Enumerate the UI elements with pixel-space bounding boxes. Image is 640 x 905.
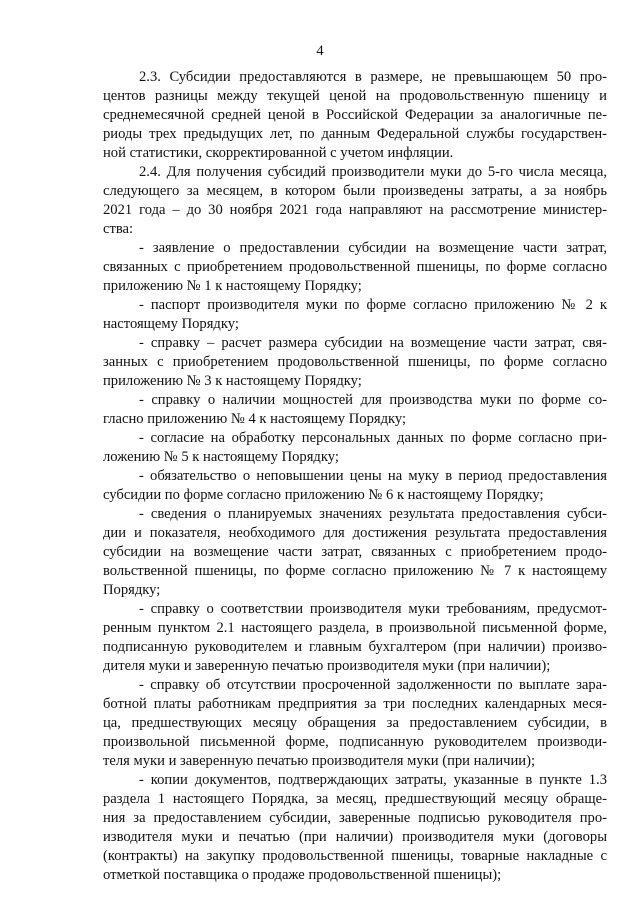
text-line: ния за предоставлением субсидии, заверенные подписью руководителя про-: [103, 810, 607, 826]
text-line: риоды трех предыдущих лет, по данным Федеральной службы государствен-: [103, 126, 607, 142]
paragraph-item-2: [103, 296, 607, 334]
text-line: 2.4. Для получения субсидий производители муки до 5-го числа месяца,: [139, 164, 607, 180]
text-line: 2.3. Субсидии предоставляются в размере, не превышающем 50 про-: [139, 69, 607, 85]
text-line: ца, предшествующих месяцу обращения за предоставлением субсидии, в: [103, 715, 607, 731]
text-line: ложению № 5 к настоящему Порядку;: [103, 449, 339, 465]
document-body: [103, 68, 607, 885]
text-line: центов разницы между текущей ценой на продовольственную пшеницу и: [103, 88, 607, 104]
text-line: настоящему Порядку;: [103, 316, 239, 332]
paragraph-item-10: [103, 771, 607, 885]
text-line: среднемесячной средней ценой в Российской Федерации за аналогичные пе-: [103, 107, 607, 123]
text-line: теля муки и заверенную печатью производителя муки (при наличии);: [103, 753, 536, 769]
text-line: (контракты) на закупку продовольственной пшеницы, товарные накладные с: [103, 848, 607, 864]
text-line: - паспорт производителя муки по форме согласно приложению № 2 к: [139, 297, 607, 313]
text-line: гласно приложению № 4 к настоящему Порядку;: [103, 411, 407, 427]
text-line: приложению № 1 к настоящему Порядку;: [103, 278, 362, 294]
text-line: дии и показателя, необходимого для достижения результата предоставления: [103, 525, 607, 541]
text-line: - обязательство о неповышении цены на муку в период предоставления: [139, 468, 607, 484]
text-line: ботной платы работникам предприятия за три последних календарных меся-: [103, 696, 607, 712]
text-line: - сведения о планируемых значениях результата предоставления субси-: [139, 506, 607, 522]
paragraph-item-3: [103, 334, 607, 391]
paragraph-p2-4: [103, 163, 607, 239]
text-line: - справку – расчет размера субсидии на возмещение части затрат, свя-: [139, 335, 607, 351]
text-line: - справку об отсутствии просроченной задолженности по выплате зара-: [139, 677, 607, 693]
text-line: связанных с приобретением продовольственной пшеницы, по форме согласно: [103, 259, 607, 275]
text-line: приложению № 3 к настоящему Порядку;: [103, 373, 362, 389]
paragraph-item-9: [103, 676, 607, 771]
text-line: дителя муки и заверенную печатью производителя муки (при наличии);: [103, 658, 551, 674]
text-line: подписанную руководителем и главным бухгалтером (при наличии) произво-: [103, 639, 607, 655]
text-line: ства:: [103, 221, 134, 237]
text-line: - справку о наличии мощностей для производства муки по форме со-: [139, 392, 607, 408]
text-line: - заявление о предоставлении субсидии на возмещение части затрат,: [139, 240, 607, 256]
text-line: вольственной пшеницы, по форме согласно приложению № 7 к настоящему: [103, 563, 607, 579]
text-line: 2021 года – до 30 ноября 2021 года направляют на рассмотрение министер-: [103, 202, 607, 218]
paragraph-p2-3: [103, 68, 607, 163]
text-line: изводителя муки и печатью (при наличии) производителя муки (договоры: [103, 829, 607, 845]
text-line: ренным пунктом 2.1 настоящего раздела, в произвольной письменной форме,: [103, 620, 607, 636]
paragraph-item-6: [103, 467, 607, 505]
paragraph-item-7: [103, 505, 607, 600]
text-line: Порядку;: [103, 582, 161, 598]
paragraph-item-5: [103, 429, 607, 467]
text-line: занных с приобретением продовольственной пшеницы, по форме согласно: [103, 354, 607, 370]
paragraph-item-1: [103, 239, 607, 296]
text-line: - копии документов, подтверждающих затраты, указанные в пункте 1.3: [139, 772, 607, 788]
paragraph-item-8: [103, 600, 607, 676]
text-line: - справку о соответствии производителя муки требованиям, предусмот-: [139, 601, 607, 617]
paragraph-item-4: [103, 391, 607, 429]
text-line: - согласие на обработку персональных данных по форме согласно при-: [139, 430, 607, 446]
text-line: субсидии по форме согласно приложению № 6 к настоящему Порядку;: [103, 487, 544, 503]
page-number: 4: [316, 43, 324, 59]
text-line: раздела 1 настоящего Порядка, за месяц, предшествующий месяцу обраще-: [103, 791, 607, 807]
text-line: отметкой поставщика о продаже продовольственной пшеницы);: [103, 867, 502, 883]
text-line: произвольной письменной форме, подписанную руководителем производи-: [103, 734, 607, 750]
text-line: следующего за месяцем, в котором были произведены затраты, а за ноябрь: [103, 183, 607, 199]
text-line: субсидии на возмещение части затрат, связанных с приобретением продо-: [103, 544, 607, 560]
text-line: ной статистики, скорректированной с учетом инфляции.: [103, 145, 454, 161]
